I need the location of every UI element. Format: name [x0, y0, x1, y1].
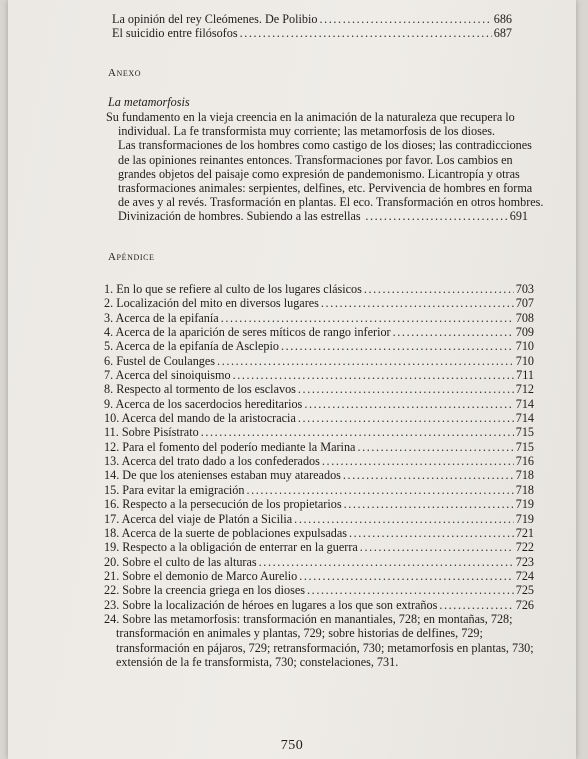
toc-entry-title: La opinión del rey Cleómenes. De Polibio [112, 12, 318, 26]
apendice-last-entry [104, 612, 534, 626]
top-toc-list [112, 12, 512, 40]
leader-dots [240, 26, 492, 40]
toc-entry-title: 19. Respecto a la obligación de enterrar en la guerra [104, 540, 358, 555]
anexo-section [106, 95, 544, 224]
toc-entry-page: 718 [515, 468, 534, 483]
anexo-last-text: Divinización de hombres. Subiendo a las estrellas [118, 209, 361, 224]
toc-entry-title: 21. Sobre el demonio de Marco Aurelio [104, 568, 298, 583]
toc-entry-page: 710 [515, 353, 534, 368]
leader-dots [304, 397, 513, 411]
toc-entry [104, 497, 534, 511]
toc-entry-page: 709 [515, 325, 534, 340]
toc-entry-title: 4. Acerca de la aparición de seres míticos de rango inferior [104, 325, 391, 340]
leader-dots [343, 468, 514, 482]
anexo-line: individual. La fe transformista muy corriente; las metamorfosis de los dioses. [118, 124, 496, 139]
toc-entry-page: 724 [515, 568, 534, 583]
toc-entry-title: 18. Acerca de la suerte de poblaciones expulsadas [104, 525, 347, 540]
toc-entry-title: 10. Acerca del mando de la aristocracia [104, 411, 296, 426]
anexo-line: de las opiniones reinantes entonces. Transformaciones por favor. Los cambios en [118, 152, 513, 167]
leader-dots [217, 354, 514, 368]
toc-entry [104, 425, 534, 439]
toc-entry [104, 339, 534, 353]
toc-entry [104, 540, 534, 554]
leader-dots [298, 382, 514, 396]
leader-dots [233, 368, 515, 382]
toc-entry-page: 711 [516, 368, 534, 383]
toc-entry [104, 468, 534, 482]
anexo-line: Las transformaciones de los hombres como castigo de los dioses; las contradicciones [118, 138, 532, 153]
anexo-last-line [108, 209, 528, 223]
anexo-line: trasformaciones animales: serpientes, delfines, etc. Pervivencia de hombres en forma [118, 181, 533, 196]
anexo-entry-title: La metamorfosis [108, 95, 190, 109]
toc-entry-page: 716 [515, 454, 534, 469]
last-entry-line: 24. Sobre las metamorfosis: transformación en manantiales, 728; en montañas, 728; [104, 611, 513, 626]
toc-entry-title: 12. Para el fomento del poderío mediante la Marina [104, 439, 356, 454]
toc-entry [104, 512, 534, 526]
toc-entry [104, 555, 534, 569]
toc-entry-page: 703 [515, 282, 534, 296]
toc-entry-page: 712 [515, 382, 534, 397]
toc-entry-title: 1. En lo que se refiere al culto de los lugares clásicos [104, 282, 362, 296]
toc-entry [104, 483, 534, 497]
toc-entry-title: 8. Respecto al tormento de los esclavos [104, 382, 296, 397]
leader-dots [321, 296, 514, 310]
toc-entry [104, 296, 534, 310]
toc-entry-title: El suicidio entre filósofos [112, 26, 238, 41]
leader-dots [357, 440, 513, 454]
toc-entry-title: 13. Acerca del trato dado a los confederados [104, 454, 320, 469]
toc-entry-page: 718 [515, 482, 534, 497]
toc-entry-page: 721 [515, 525, 534, 540]
leader-dots [344, 497, 514, 511]
toc-entry-title: 20. Sobre el culto de las alturas [104, 554, 257, 569]
toc-entry [104, 354, 534, 368]
leader-dots [439, 598, 513, 612]
toc-entry-page: 722 [515, 540, 534, 555]
leader-dots [259, 555, 514, 569]
leader-dots [322, 454, 514, 468]
toc-entry [104, 526, 534, 540]
toc-entry-page: 686 [493, 12, 512, 26]
toc-entry-page: 726 [515, 597, 534, 612]
toc-entry [104, 454, 534, 468]
leader-dots [364, 282, 514, 296]
toc-entry [112, 12, 512, 26]
toc-entry-page: 707 [515, 296, 534, 311]
toc-entry-title: 3. Acerca de la epifanía [104, 310, 219, 325]
toc-entry-title: 7. Acerca del sinoiquismo [104, 368, 231, 383]
toc-entry [104, 325, 534, 339]
toc-entry [104, 311, 534, 325]
toc-entry-title: 5. Acerca de la epifanía de Asclepio [104, 339, 279, 354]
toc-entry-page: 715 [515, 425, 534, 440]
toc-entry [104, 440, 534, 454]
leader-dots [299, 569, 513, 583]
apendice-heading: Apéndice [108, 251, 155, 263]
toc-entry-title: 17. Acerca del viaje de Platón a Sicilia [104, 511, 293, 526]
leader-dots [393, 325, 514, 339]
page-number: 750 [280, 738, 304, 753]
toc-entry-page: 719 [515, 511, 534, 526]
leader-dots [360, 540, 514, 554]
toc-entry-title: 14. De que los atenienses estaban muy atareados [104, 468, 341, 483]
anexo-line: grandes objetos del paisaje como expresión de pandemonismo. Licantropía y otras [118, 166, 520, 181]
leader-dots [298, 411, 514, 425]
last-entry-line: transformación en pájaros, 729; retransformación, 730; metamorfosis en plantas, 730; [116, 640, 534, 655]
book-page [8, 0, 576, 759]
anexo-page: 691 [509, 209, 528, 224]
anexo-paragraph [106, 110, 544, 224]
toc-entry-page: 687 [493, 26, 512, 41]
anexo-line: Su fundamento en la vieja creencia en la animación de la naturaleza que recupera lo [106, 110, 515, 124]
last-entry-line: extensión de la fe transformista, 730; constelaciones, 731. [116, 654, 399, 669]
toc-entry-title: 22. Sobre la creencia griega en los dioses [104, 583, 306, 598]
toc-entry [104, 382, 534, 396]
leader-dots [349, 526, 514, 540]
last-entry-line: transformación en animales y plantas, 729; sobre historias de delfines, 729; [116, 626, 483, 641]
anexo-line: de aves y al revés. Trasformación en plantas. El eco. Transformación en otros hombres. [118, 195, 544, 210]
toc-entry [104, 598, 534, 612]
toc-entry [104, 569, 534, 583]
toc-entry-title: 2. Localización del mito en diversos lugares [104, 296, 319, 311]
toc-entry [104, 583, 534, 597]
toc-entry [112, 26, 512, 40]
toc-entry-page: 714 [515, 396, 534, 411]
toc-entry-title: 23. Sobre la localización de héroes en lugares a los que son extraños [104, 597, 438, 612]
apendice-toc-list [104, 282, 534, 669]
toc-entry-page: 714 [515, 411, 534, 426]
toc-entry-title: 16. Respecto a la persecución de los propietarios [104, 497, 342, 512]
leader-dots [281, 339, 514, 353]
toc-entry [104, 397, 534, 411]
leader-dots [363, 209, 510, 223]
anexo-heading: Anexo [108, 67, 142, 79]
toc-entry-page: 725 [515, 583, 534, 598]
toc-entry [104, 411, 534, 425]
leader-dots [201, 425, 514, 439]
toc-entry-page: 708 [515, 310, 534, 325]
toc-entry-title: 11. Sobre Pisístrato [104, 425, 199, 440]
toc-entry [104, 282, 534, 296]
toc-entry-page: 719 [515, 497, 534, 512]
toc-entry-title: 6. Fustel de Coulanges [104, 353, 216, 368]
toc-entry-page: 715 [515, 439, 534, 454]
leader-dots [246, 483, 513, 497]
toc-entry-title: 15. Para evitar la emigración [104, 482, 245, 497]
leader-dots [307, 583, 514, 597]
leader-dots [319, 12, 491, 26]
toc-entry-page: 723 [515, 554, 534, 569]
toc-entry [104, 368, 534, 382]
toc-entry-page: 710 [515, 339, 534, 354]
leader-dots [221, 311, 514, 325]
leader-dots [294, 512, 514, 526]
apendice-entries [104, 282, 534, 612]
toc-entry-title: 9. Acerca de los sacerdocios hereditarios [104, 396, 303, 411]
